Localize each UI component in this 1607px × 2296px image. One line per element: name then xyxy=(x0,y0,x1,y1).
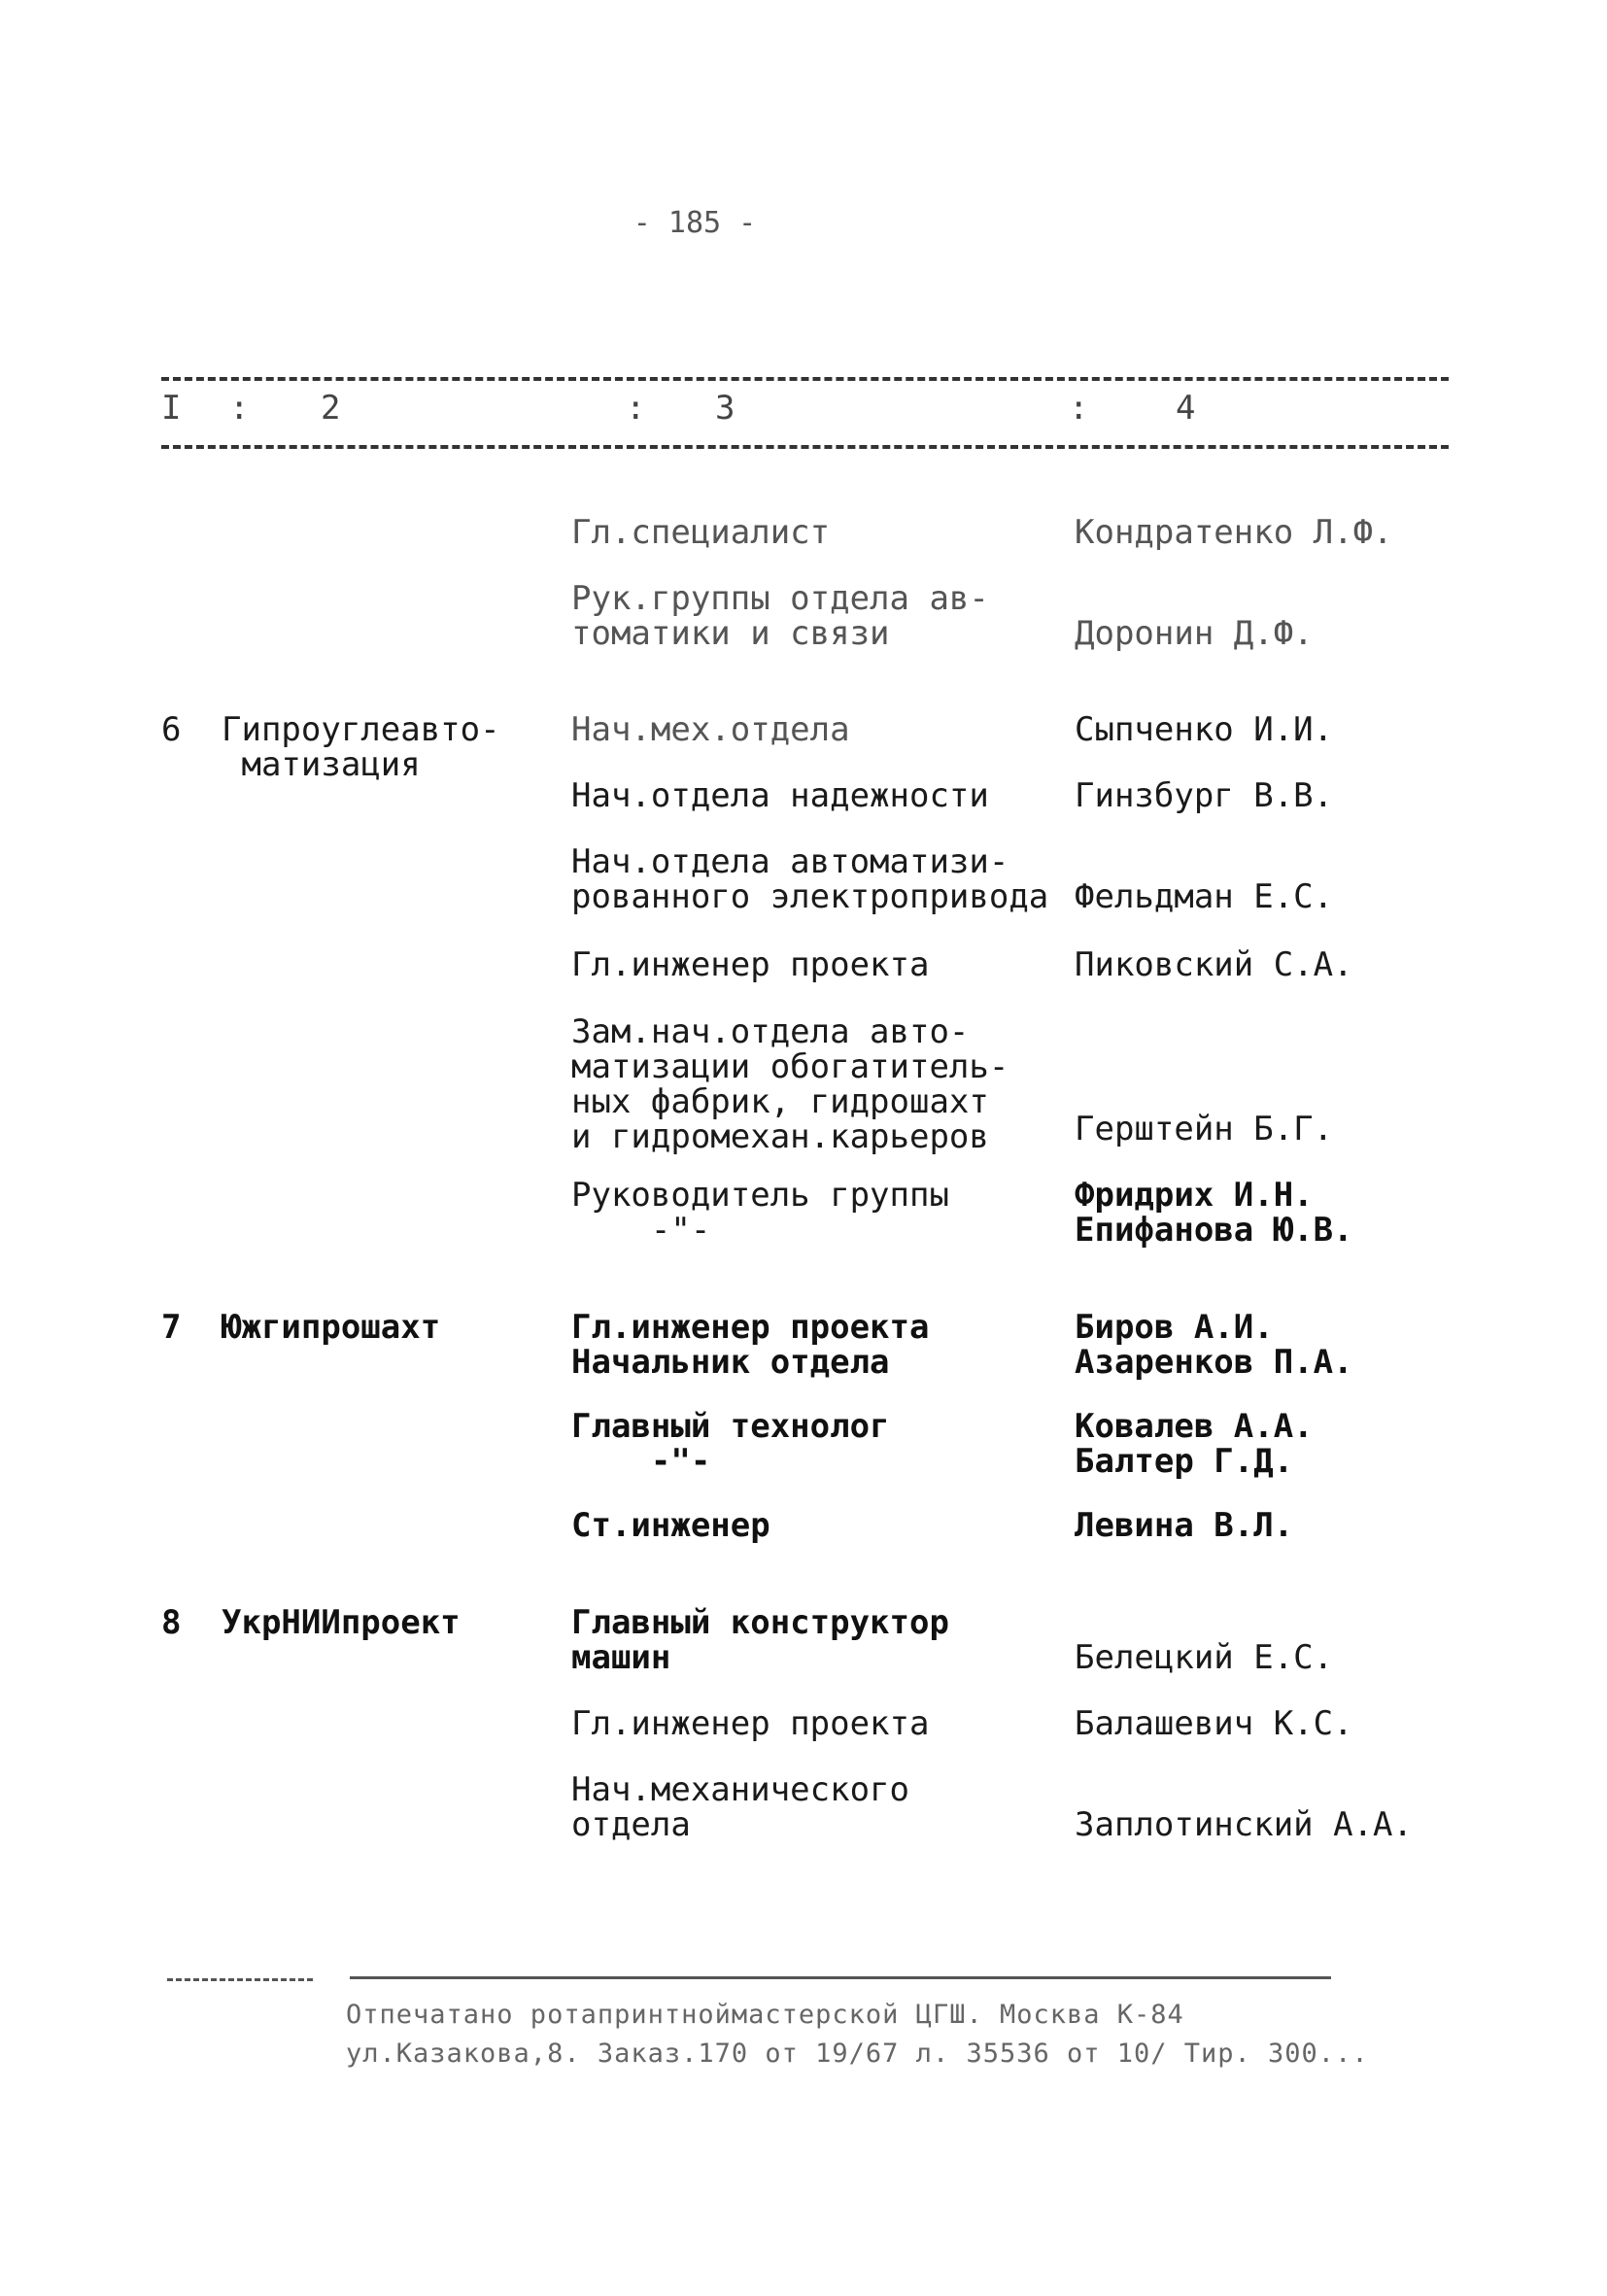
position-cell: Гл.инженер проекта xyxy=(571,1704,930,1743)
name-cell: Сыпченко И.И. xyxy=(1075,710,1334,749)
position-cell: Нач.мех.отдела xyxy=(571,710,850,749)
table-header-rule xyxy=(161,445,1449,449)
position-cell: Рук.группы отдела ав- томатики и связи xyxy=(571,579,989,653)
position-cell: Гл.инженер проекта xyxy=(571,945,930,984)
header-col2: 2 xyxy=(321,389,341,428)
header-sep2: : xyxy=(626,389,646,428)
org-number: 6 xyxy=(161,710,182,749)
position-cell: Ст.инженер xyxy=(571,1506,770,1545)
name-cell: Заплотинский А.А. xyxy=(1075,1805,1413,1844)
name-cell: Ковалев А.А. Балтер Г.Д. xyxy=(1075,1407,1314,1481)
imprint-line-2: ул.Казакова,8. Заказ.170 от 19/67 л. 35536 от 10/ Тир. 300... xyxy=(346,2039,1369,2069)
footer-dash-rule xyxy=(167,1978,313,1981)
header-col4: 4 xyxy=(1176,389,1196,428)
position-cell: Гл.специалист xyxy=(571,513,831,552)
org-number: 8 xyxy=(161,1603,182,1642)
position-cell: Руководитель группы -"- xyxy=(571,1176,949,1250)
name-cell: Фельдман Е.С. xyxy=(1075,877,1334,916)
imprint-line-1: Отпечатано ротапринтноймастерской ЦГШ. Москва К-84 xyxy=(346,2000,1184,2030)
name-cell: Гинзбург В.В. xyxy=(1075,776,1334,815)
org-name: УкрНИИпроект xyxy=(222,1603,461,1642)
name-cell: Левина В.Л. xyxy=(1075,1506,1294,1545)
position-cell: Нач.механического отдела xyxy=(571,1770,909,1844)
page-number: - 185 - xyxy=(633,206,757,240)
footer-rule xyxy=(350,1976,1331,1979)
name-cell: Кондратенко Л.Ф. xyxy=(1075,513,1393,552)
table-top-rule xyxy=(161,377,1449,381)
name-cell: Биров А.И. Азаренков П.А. xyxy=(1075,1308,1353,1382)
org-number: 7 xyxy=(161,1308,182,1347)
position-cell: Главный конструктор машин xyxy=(571,1603,949,1677)
header-col1: I xyxy=(161,389,182,428)
position-cell: Гл.инженер проекта Начальник отдела xyxy=(571,1308,930,1382)
position-cell: Главный технолог -"- xyxy=(571,1407,890,1481)
name-cell: Пиковский С.А. xyxy=(1075,945,1353,984)
name-cell: Доронин Д.Ф. xyxy=(1075,614,1314,653)
name-cell: Фридрих И.Н. Епифанова Ю.В. xyxy=(1075,1176,1353,1250)
position-cell: Зам.нач.отдела авто- матизации обогатитель- ных фабрик, гидрошахт и гидромехан.карьеров xyxy=(571,1012,1009,1156)
name-cell: Балашевич К.С. xyxy=(1075,1704,1353,1743)
name-cell: Белецкий Е.С. xyxy=(1075,1638,1334,1677)
org-name: Гипроуглеавто- матизация xyxy=(222,710,500,784)
name-cell: Герштейн Б.Г. xyxy=(1075,1110,1334,1148)
org-name: Южгипрошахт xyxy=(222,1308,441,1347)
header-col3: 3 xyxy=(715,389,735,428)
header-sep3: : xyxy=(1069,389,1089,428)
header-sep1: : xyxy=(229,389,250,428)
position-cell: Нач.отдела автоматизи- рованного электропривода xyxy=(571,842,1049,916)
position-cell: Нач.отдела надежности xyxy=(571,776,989,815)
